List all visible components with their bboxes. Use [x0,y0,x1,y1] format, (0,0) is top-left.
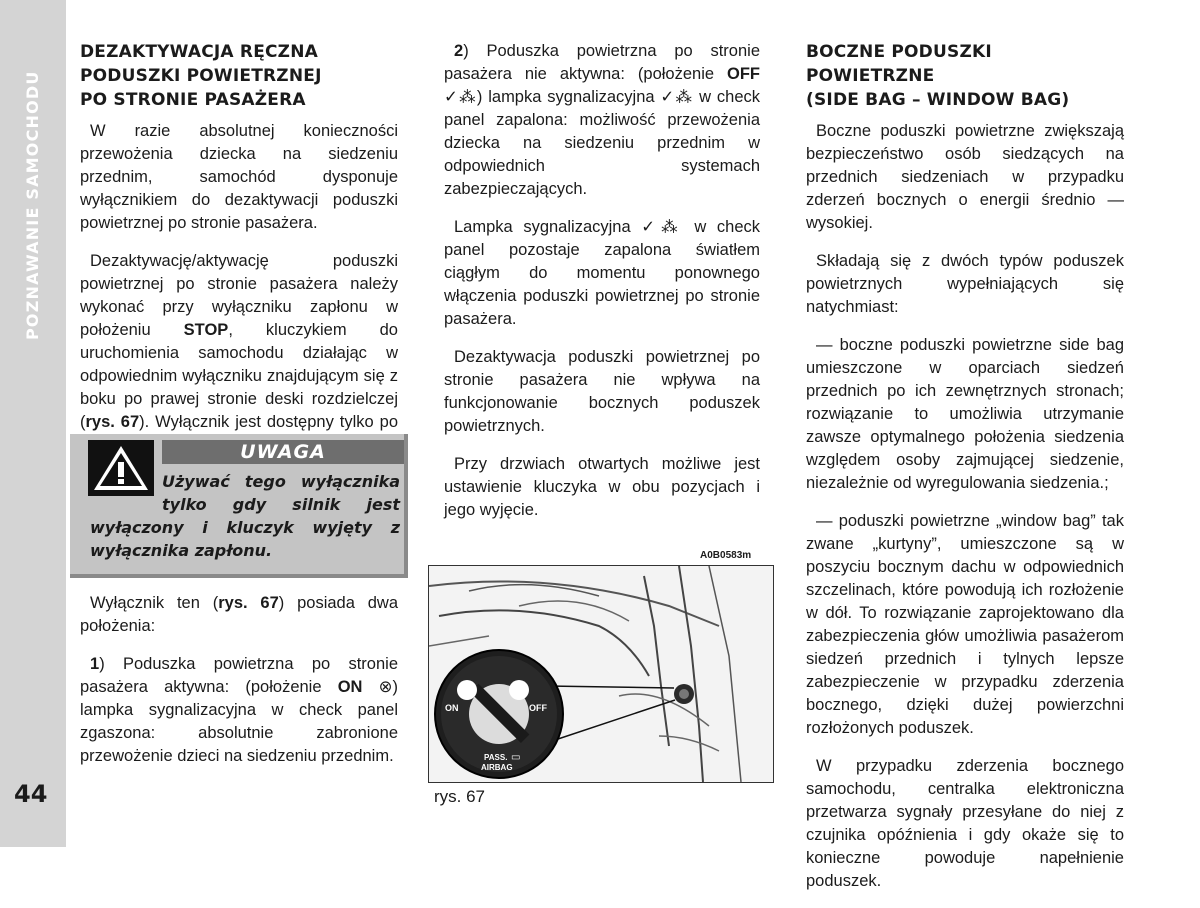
airbag-off-icon: ✓⁂ [660,88,694,106]
paragraph: — poduszki powietrzne „window bag” tak zwane „kurtyny”, umieszczone są w poszyciu bocznym dachu w odpowiednich szczelinach, które powodują ich rozłożenie w dół. To rozwiązanie zaprojektowano dla zabezpieczenia głów umożliwia pasażerom siedzeń przednich i tylnych lepsze zabezpieczenie w przypadku zderzenia bocznego, dzięki dużej powierzchni rozłożonych poduszek. [806,512,1124,737]
dashboard-illustration [429,566,773,782]
airbag-off-icon: ✓⁂ [641,218,684,236]
label-airbag: AIRBAG [481,763,513,772]
paragraph: Dezaktywację/aktywację poduszki powietrznej po stronie pasażera należy wykonać przy wyłączniku zapłonu w położeniu STOP, kluczykiem do uruchomienia samochodu działając w odpowiednim wyłączniku znajdującym się z boku po prawej stronie deski rozdzielczej (rys. 67). Wyłącznik jest dostępny tylko po [80,252,398,431]
paragraph: Boczne poduszki powietrzne zwiększają bezpieczeństwo osób siedzących na przednich siedzeniach w przypadku zderzeń bocznych o energii średnio — wysokiej. [806,122,1124,232]
airbag-on-icon [457,680,477,700]
section-label: POZNAWANIE SAMOCHODU [23,70,42,340]
figure-dashboard-switch [428,565,774,783]
paragraph: Składają się z dwóch typów poduszek powietrznych wypełniających się natychmiast: [806,252,1124,316]
airbag-off-icon [509,680,529,700]
label-pass: PASS. [484,753,508,762]
warning-title: UWAGA [162,440,404,464]
warning-text: Używać tego wyłącznika tylko gdy silnik jest wyłączony i kluczyk wyjęty z wyłącznika zapłonu. [90,472,400,560]
column-3 [806,40,1124,908]
page-number: 44 [14,780,48,808]
paragraph: Przy drzwiach otwartych możliwe jest ustawienie kluczyka w obu pozycjach i jego wyjęcie. [444,455,760,519]
label-off: OFF [529,703,547,713]
paragraph: 1) Poduszka powietrzna po stronie pasażera aktywna: (położenie ON ⊗) lampka sygnalizacyjna w check panel zgaszona: absolutnie zabronione przewożenie dzieci na siedzeniu przednim. [80,655,398,765]
airbag-on-icon: ⊗) [378,678,398,696]
paragraph: 2) Poduszka powietrzna po stronie pasażera nie aktywna: (położenie OFF ✓⁂) lampka sygnalizacyjna ✓⁂ w check panel zapalona: możliwość przewożenia dziecka na siedzeniu przednim w odpowiednich systemach zabezpieczających. [444,42,761,198]
paragraph: W razie absolutnej konieczności przewożenia dziecka na siedzeniu przednim, samochód dysponuje wyłącznikiem do dezaktywacji poduszki powietrznej po stronie pasażera. [80,122,398,232]
warning-box [70,434,408,578]
paragraph: Lampka sygnalizacyjna ✓⁂ w check panel pozostaje zapalona światłem ciągłym do momentu ponownego włączenia poduszki powietrznej po stronie pasażera. [444,218,761,328]
manual-book-icon: ▭ [511,752,521,763]
paragraph: Wyłącznik ten (rys. 67) posiada dwa położenia: [80,594,398,635]
paragraph: Dezaktywacja poduszki powietrznej po stronie pasażera nie wpływa na funkcjonowanie bocznych poduszek powietrznych. [444,348,760,435]
figure-caption: rys. 67 [434,787,486,806]
column-2 [444,40,760,537]
heading-side-bag: BOCZNE PODUSZKI POWIETRZNE (SIDE BAG – WINDOW BAG) [806,42,1070,110]
column-1 [80,40,398,472]
paragraph: W przypadku zderzenia bocznego samochodu, centralka elektroniczna przetwarza sygnały przesyłane do niej z czujnika opóźnienia i gdy okaże się to konieczne powoduje napełnienie poduszek. [806,757,1124,890]
airbag-off-icon: ✓⁂ [444,88,477,106]
sidebar [0,0,66,847]
figure-code: A0B0583m [700,550,752,561]
paragraph: — boczne poduszki powietrzne side bag umieszczone w oparciach siedzeń przednich po ich zewnętrznych stronach; rozwiązanie to umożliwia utrzymanie zawsze optymalnego położenia siedzenia względem osoby zajmującej siedzenie, niezależnie od wyregulowania siedzenia.; [806,336,1124,492]
label-on: ON [445,703,459,713]
heading-manual-deactivation: DEZAKTYWACJA RĘCZNA PODUSZKI POWIETRZNEJ PO STRONIE PASAŻERA [80,42,322,110]
column-1-lower [80,592,398,783]
